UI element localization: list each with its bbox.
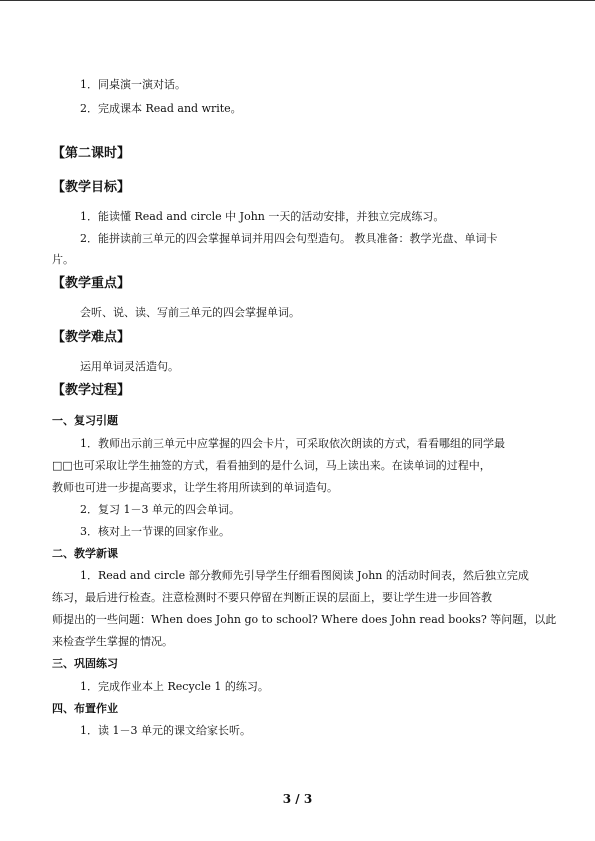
section-1-line: □□也可采取让学生抽签的方式，看看抽到的是什么词，马上读出来。在读单词的过程中， (52, 459, 491, 472)
section-1-title: 一、复习引题 (52, 414, 118, 427)
section-4-title: 四、布置作业 (52, 702, 118, 715)
section-1-line: 1．教师出示前三单元中应掌握的四会卡片，可采取依次朗读的方式，看看哪组的同学最 (80, 437, 505, 450)
section-3-title: 三、巩固练习 (52, 657, 118, 670)
section-4-line: 1．读 1－3 单元的课文给家长听。 (80, 724, 251, 737)
page-number: 3 / 3 (282, 792, 313, 806)
goal-heading: 【教学目标】 (52, 180, 131, 195)
section-2-line: 练习，最后进行检查。注意检测时不要只停留在判断正误的层面上，要让学生进一步回答教 (52, 591, 492, 604)
section-1-line: 3．核对上一节课的回家作业。 (80, 525, 230, 538)
top-item-1: 1．同桌演一演对话。 (80, 78, 186, 91)
top-item-2: 2．完成课本 Read and write。 (80, 102, 242, 115)
goal-line-2: 2．能拼读前三单元的四会掌握单词并用四会句型造句。 教具准备：教学光盘、单词卡 (80, 232, 498, 245)
section-2-line: 师提出的一些问题：When does John go to school? Where does John read books? 等问题，以此 (52, 613, 557, 626)
difficulty-text: 运用单词灵活造句。 (80, 360, 179, 373)
section-2-line: 1．Read and circle 部分教师先引导学生仔细看图阅读 John 的活动时间表，然后独立完成 (80, 569, 529, 582)
lesson-title: 【第二课时】 (52, 146, 131, 161)
header-rule (0, 0, 595, 1)
section-2-title: 二、教学新课 (52, 547, 118, 560)
section-1-line: 教师也可进一步提高要求，让学生将用所读到的单词造句。 (52, 481, 338, 494)
section-2-line: 来检查学生掌握的情况。 (52, 635, 173, 648)
process-heading: 【教学过程】 (52, 383, 131, 398)
key-heading: 【教学重点】 (52, 276, 131, 291)
section-3-line: 1．完成作业本上 Recycle 1 的练习。 (80, 680, 269, 693)
key-text: 会听、说、读、写前三单元的四会掌握单词。 (80, 306, 300, 319)
difficulty-heading: 【教学难点】 (52, 330, 131, 345)
goal-line-1: 1．能读懂 Read and circle 中 John 一天的活动安排，并独立完成练习。 (80, 210, 445, 223)
section-1-line: 2．复习 1－3 单元的四会单词。 (80, 503, 240, 516)
goal-line-3: 片。 (52, 253, 74, 266)
